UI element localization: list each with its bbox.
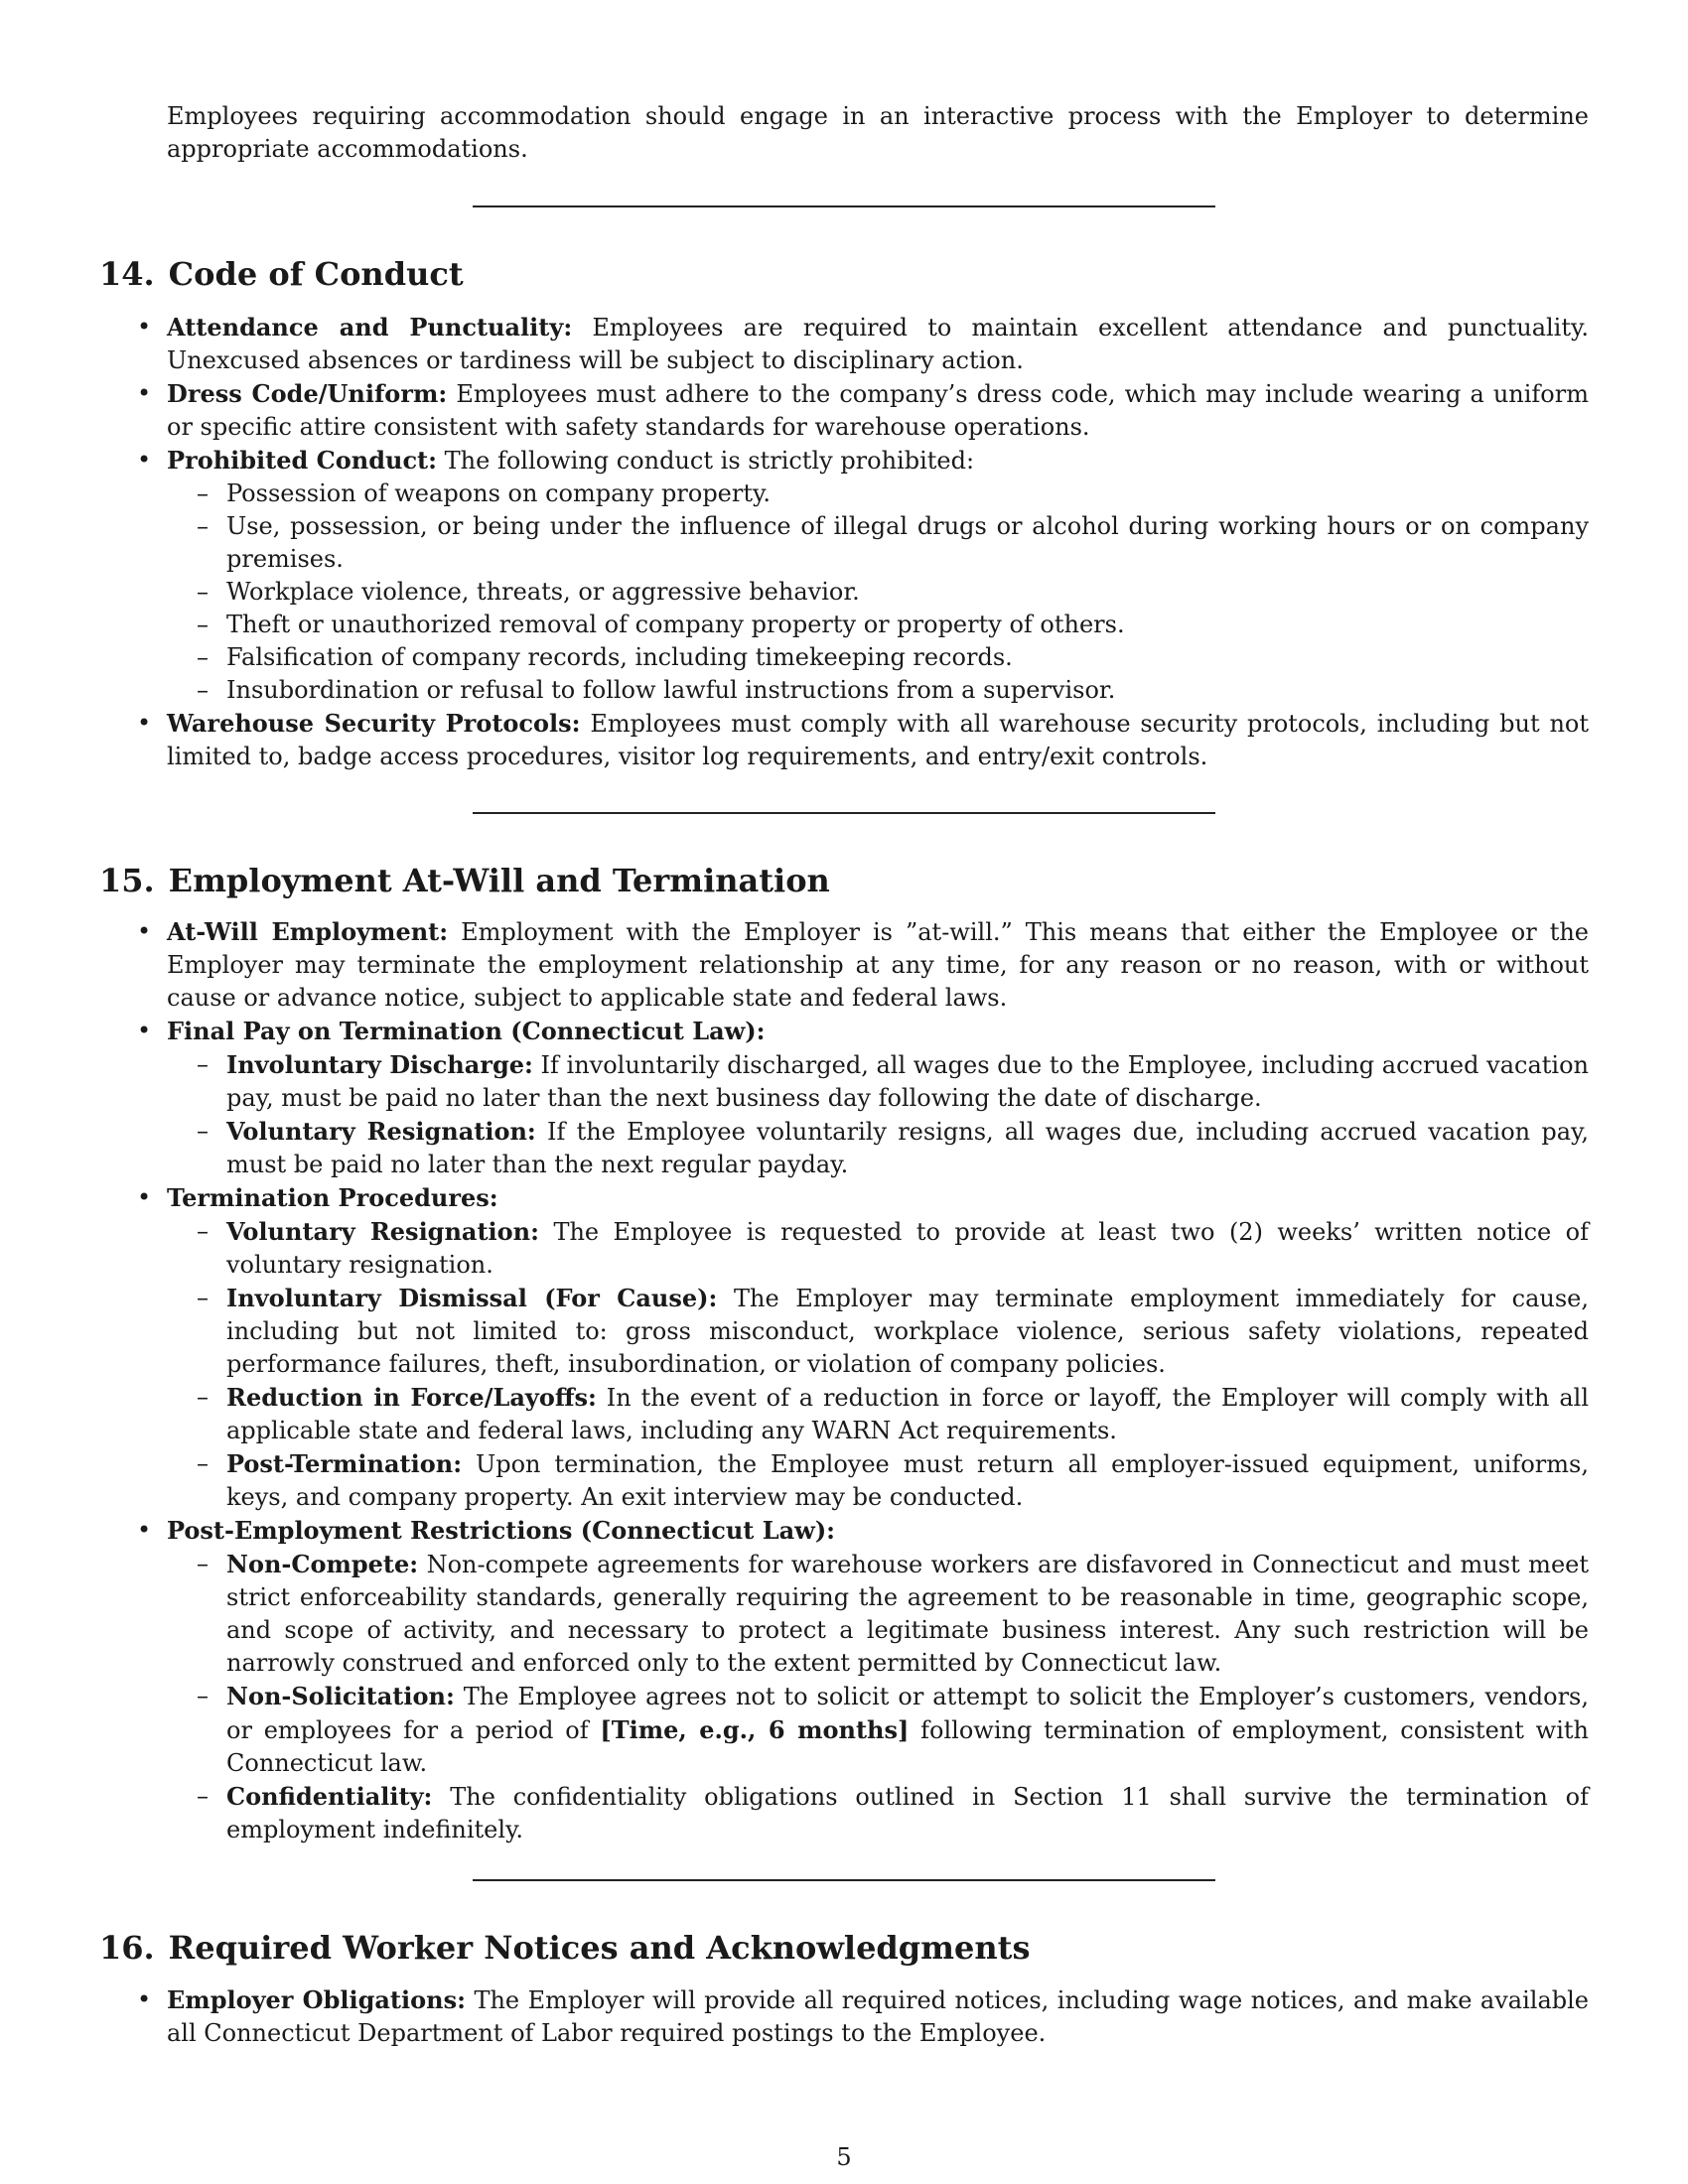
item-text: Employees are required to maintain excellent attendance and punctuality. Unexcused absences or tardiness will be subject to disciplinary action.	[167, 314, 1589, 374]
list-item	[167, 444, 1589, 707]
item-text: The following conduct is strictly prohibited:	[444, 447, 975, 475]
section-title: Employment At-Will and Termination	[168, 862, 830, 899]
item-text: Non-compete agreements for warehouse workers are disfavored in Connecticut and must meet strict enforceability standards, generally requiring the agreement to be reasonable in time, geographic scope, and scope of activity, and necessary to protect a legitimate business interest. Any such restriction will be narrowly construed and enforced only to the extent permitted by Connecticut law.	[226, 1551, 1589, 1677]
prohibited-sublist	[167, 478, 1589, 707]
item-label: Voluntary Resignation:	[226, 1217, 539, 1246]
section-title: Required Worker Notices and Acknowledgments	[168, 1929, 1031, 1967]
item-label: Post-Employment Restrictions (Connecticut Law):	[167, 1516, 836, 1545]
item-label: Non-Solicitation:	[226, 1682, 455, 1710]
item-text: The confidentiality obligations outlined in Section 11 shall survive the termination of employment indefinitely.	[226, 1783, 1589, 1843]
sub-list-item: – Insubordination or refusal to follow lawful instructions from a supervisor.	[226, 674, 1589, 707]
sub-list-item: – Use, possession, or being under the influence of illegal drugs or alcohol during working hours or on company premises.	[226, 510, 1589, 576]
item-label: Employer Obligations:	[167, 1985, 466, 2014]
item-text: In the event of a reduction in force or layoff, the Employer will comply with all applicable state and federal laws, including any WARN Act requirements.	[226, 1384, 1590, 1444]
item-label: Dress Code/Uniform:	[167, 379, 448, 408]
item-text: If involuntarily discharged, all wages due to the Employee, including accrued vacation pay, must be paid no later than the next business day following the date of discharge.	[226, 1051, 1589, 1112]
item-text: The Employee is requested to provide at least two (2) weeks’ written notice of voluntary resignation.	[226, 1218, 1589, 1279]
section-divider	[473, 205, 1215, 207]
sub-list-item: – Theft or unauthorized removal of company property or property of others.	[226, 609, 1589, 641]
list-item	[167, 1514, 1589, 1846]
sub-list-item	[226, 1548, 1589, 1680]
section-number: 14.	[99, 255, 155, 293]
item-label: Involuntary Dismissal (For Cause):	[226, 1284, 718, 1312]
list-item	[167, 1983, 1589, 2050]
item-label: Attendance and Punctuality:	[167, 313, 573, 341]
placeholder-text: [Time, e.g., 6 months]	[600, 1715, 910, 1744]
item-label: Warehouse Security Protocols:	[167, 709, 581, 738]
section-divider	[473, 1879, 1215, 1881]
sub-list-item	[226, 1680, 1589, 1780]
list-item	[167, 915, 1589, 1015]
final-pay-sublist	[167, 1048, 1589, 1181]
item-text: Employment with the Employer is ”at-will.” This means that either the Employee or the Employer may terminate the employment relationship at any time, for any reason or no reason, with or without cause or advance notice, subject to applicable state and federal laws.	[167, 918, 1590, 1012]
item-text: Employees must comply with all warehouse security protocols, including but not limited to, badge access procedures, visitor log requirements, and entry/exit controls.	[167, 710, 1590, 770]
item-label: Final Pay on Termination (Connecticut Law):	[167, 1017, 766, 1045]
list-item	[167, 707, 1589, 773]
section-14-list	[167, 311, 1589, 773]
item-text: Employees must adhere to the company’s dress code, which may include wearing a uniform or specific attire consistent with safety standards for warehouse operations.	[167, 380, 1589, 441]
page-number: 5	[836, 2143, 852, 2171]
item-label: Reduction in Force/Layoffs:	[226, 1383, 597, 1412]
intro-paragraph: Employees requiring accommodation should engage in an interactive process with the Employer to determine appropriate accommodations.	[167, 102, 1589, 163]
item-label: Termination Procedures:	[167, 1183, 498, 1212]
item-label: Non-Compete:	[226, 1550, 419, 1578]
section-divider	[473, 812, 1215, 814]
sub-list-item	[226, 1115, 1589, 1181]
sub-list-item: – Workplace violence, threats, or aggressive behavior.	[226, 576, 1589, 609]
section-16-heading	[99, 1928, 1030, 1968]
item-text: The Employee agrees not to solicit or attempt to solicit the Employer’s customers, vendors, or employees for a period of	[226, 1683, 1589, 1744]
item-label: Confidentiality:	[226, 1782, 433, 1811]
item-text: Upon termination, the Employee must return all employer-issued equipment, uniforms, keys, and company property. An exit interview may be conducted.	[226, 1450, 1589, 1511]
item-label: Voluntary Resignation:	[226, 1117, 536, 1146]
item-label: Involuntary Discharge:	[226, 1050, 533, 1079]
termination-procedures-sublist	[167, 1215, 1589, 1514]
item-text: If the Employee voluntarily resigns, all wages due, including accrued vacation pay, must be paid no later than the next regular payday.	[226, 1118, 1590, 1178]
sub-list-item: – Falsification of company records, including timekeeping records.	[226, 641, 1589, 674]
list-item	[167, 377, 1589, 444]
item-text: The Employer will provide all required notices, including wage notices, and make available all Connecticut Department of Labor required postings to the Employee.	[167, 1986, 1589, 2047]
sub-list-item	[226, 1282, 1589, 1381]
sub-list-item	[226, 1048, 1589, 1115]
list-item	[167, 311, 1589, 377]
post-employment-sublist	[167, 1548, 1589, 1846]
item-label: At-Will Employment:	[167, 917, 449, 946]
list-item	[167, 1181, 1589, 1514]
section-15-list	[167, 915, 1589, 1846]
section-15-heading	[99, 861, 830, 900]
section-title: Code of Conduct	[168, 255, 464, 293]
sub-list-item	[226, 1780, 1589, 1846]
item-label: Post-Termination:	[226, 1449, 463, 1478]
section-14-heading	[99, 254, 464, 294]
sub-list-item: – Possession of weapons on company property.	[226, 478, 1589, 510]
sub-list-item	[226, 1381, 1589, 1447]
list-item	[167, 1015, 1589, 1181]
sub-list-item	[226, 1215, 1589, 1282]
section-number: 16.	[99, 1929, 155, 1967]
section-16-list	[167, 1983, 1589, 2050]
section-number: 15.	[99, 862, 155, 899]
item-text: following termination of employment, consistent with Connecticut law.	[226, 1716, 1589, 1777]
item-text: The Employer may terminate employment immediately for cause, including but not limited to: gross misconduct, workplace violence, serious safety violations, repeated performance failures, theft, insubordination, or violation of company policies.	[226, 1285, 1589, 1378]
sub-list-item	[226, 1447, 1589, 1514]
item-label: Prohibited Conduct:	[167, 446, 438, 475]
